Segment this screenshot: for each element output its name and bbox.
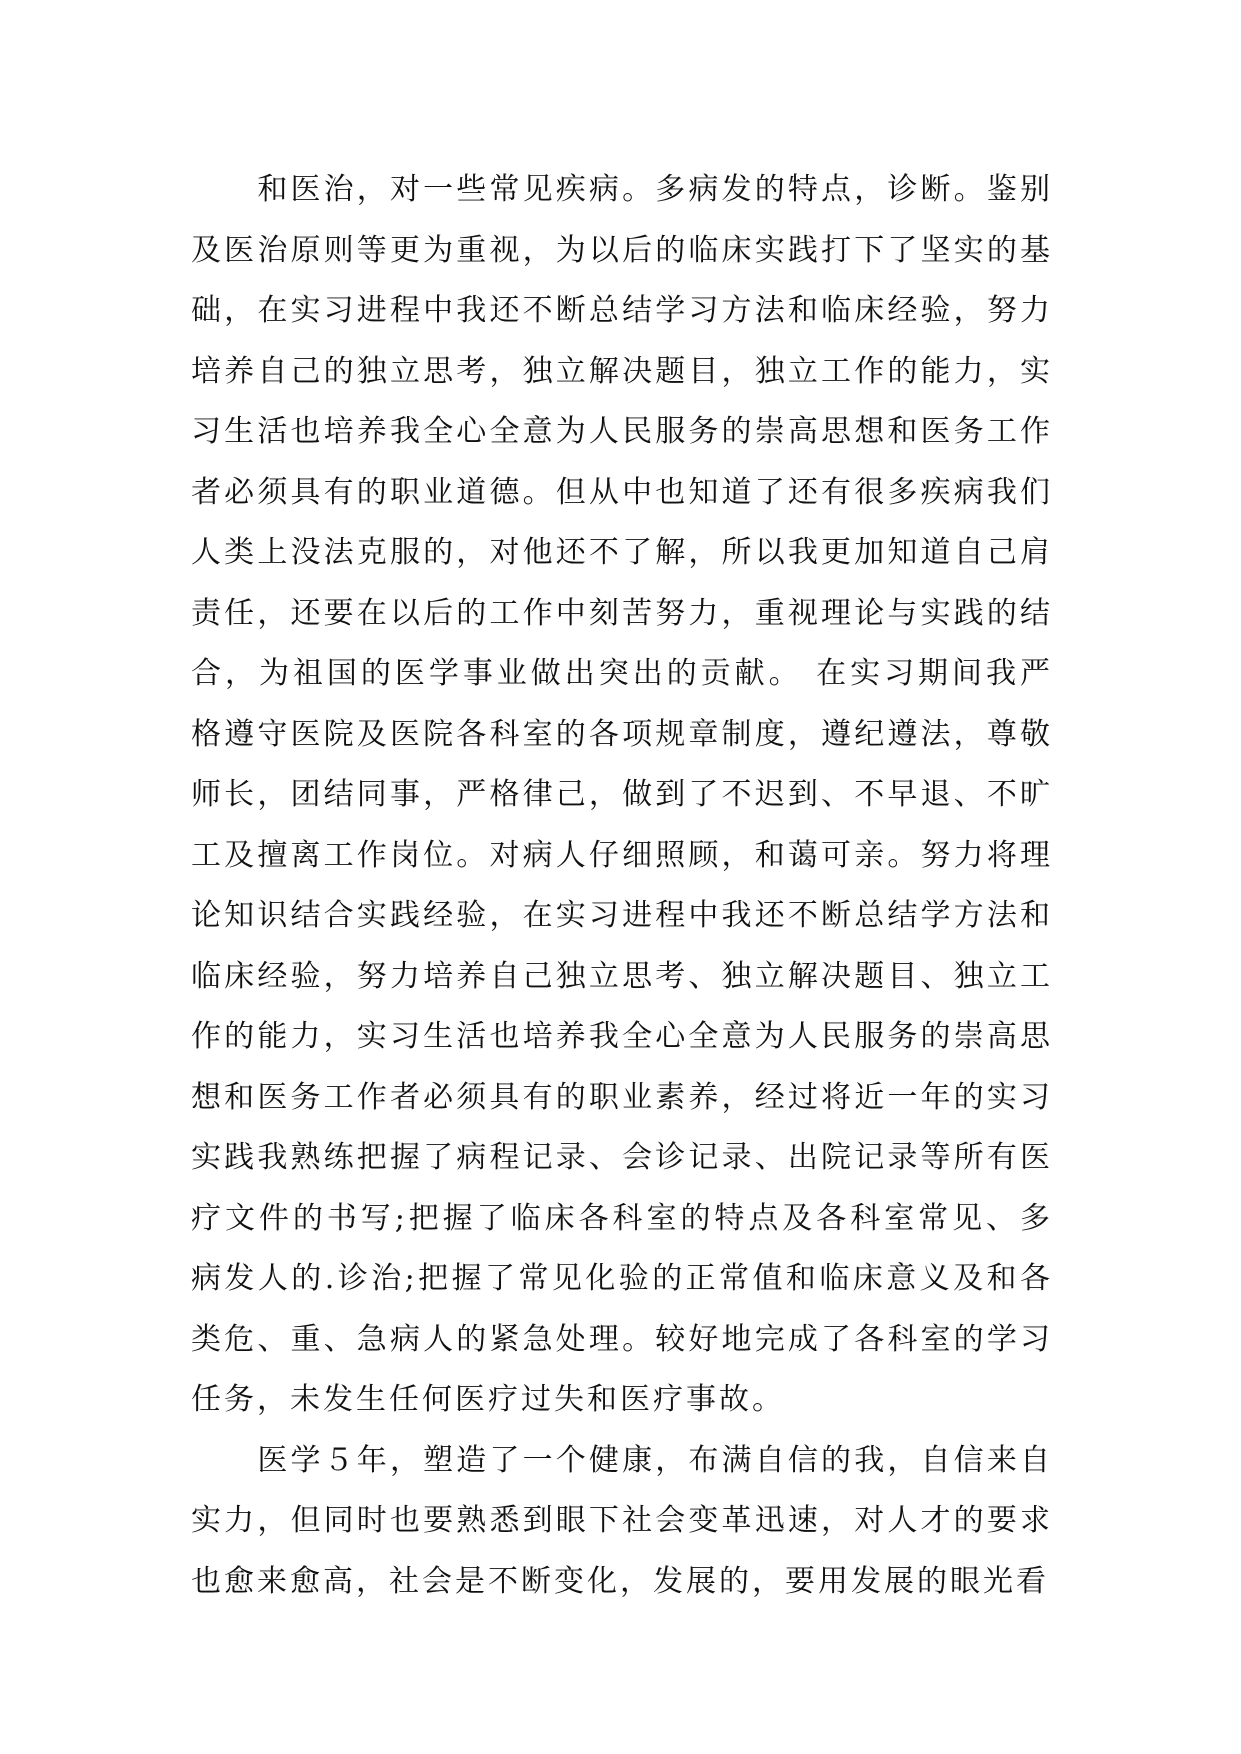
paragraph-1: 和医治，对一些常见疾病。多病发的特点，诊断。鉴别及医治原则等更为重视，为以后的临床实践打下了坚实的基础，在实习进程中我还不断总结学习方法和临床经验，努力培养自己的独立思考，独立解决题目，独立工作的能力，实习生活也培养我全心全意为人民服务的崇高思想和医务工作者必须具有的职业道德。但从中也知道了还有很多疾病我们人类上没法克服的，对他还不了解，所以我更加知道自己肩责任，还要在以后的工作中刻苦努力，重视理论与实践的结合，为祖国的医学事业做出突出的贡献。 在实习期间我严格遵守医院及医院各科室的各项规章制度，遵纪遵法，尊敬师长，团结同事，严格律己，做到了不迟到、不早退、不旷工及擅离工作岗位。对病人仔细照顾，和蔼可亲。努力将理论知识结合实践经验，在实习进程中我还不断总结学方法和临床经验，努力培养自己独立思考、独立解决题目、独立工作的能力，实习生活也培养我全心全意为人民服务的崇高思想和医务工作者必须具有的职业素养，经过将近一年的实习实践我熟练把握了病程记录、会诊记录、出院记录等所有医疗文件的书写;把握了临床各科室的特点及各科室常见、多病发人的.诊治;把握了常见化验的正常值和临床意义及和各类危、重、急病人的紧急处理。较好地完成了各科室的学习任务，未发生任何医疗过失和医疗事故。	[191, 172, 1053, 1417]
paragraph-2: 医学５年，塑造了一个健康，布满自信的我，自信来自实力，但同时也要熟悉到眼下社会变革迅速，对人才的要求也愈来愈高，社会是不断变化，发展的，要用发展的眼光看	[191, 1442, 1053, 1599]
document-body	[191, 160, 1053, 1612]
